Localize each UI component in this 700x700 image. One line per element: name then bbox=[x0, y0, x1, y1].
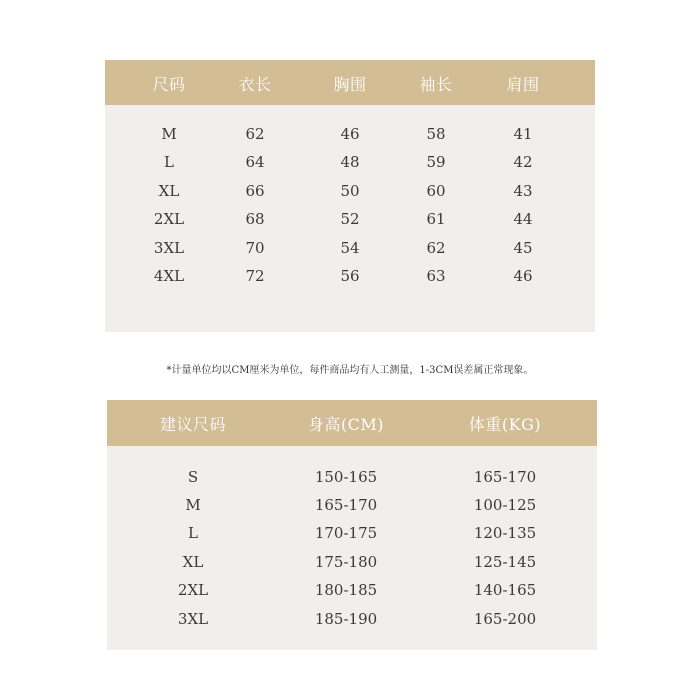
table-row bbox=[105, 239, 595, 259]
table-row bbox=[105, 153, 595, 173]
header-sleeve: 袖长 bbox=[419, 75, 453, 94]
sleeve-cell: 58 bbox=[426, 125, 446, 143]
size-chart-body bbox=[105, 105, 595, 332]
chest-cell: 52 bbox=[340, 210, 360, 228]
header-weight: 体重(KG) bbox=[468, 415, 542, 434]
length-cell: 70 bbox=[245, 239, 265, 257]
chest-cell: 56 bbox=[340, 267, 360, 285]
header-length: 衣长 bbox=[238, 75, 272, 94]
size-cell: 2XL bbox=[153, 210, 185, 228]
table-row bbox=[105, 210, 595, 230]
size-cell: L bbox=[188, 524, 198, 542]
sleeve-cell: 63 bbox=[426, 267, 446, 285]
size-recommendation-table bbox=[107, 400, 597, 650]
shoulder-cell: 42 bbox=[513, 153, 533, 171]
weight-cell: 165-170 bbox=[473, 468, 537, 486]
height-cell: 165-170 bbox=[314, 496, 378, 514]
table-row bbox=[107, 610, 597, 630]
size-chart-header-row bbox=[105, 60, 595, 105]
shoulder-cell: 46 bbox=[513, 267, 533, 285]
table-row bbox=[107, 496, 597, 516]
height-cell: 180-185 bbox=[314, 581, 378, 599]
header-recommended-size: 建议尺码 bbox=[159, 415, 227, 434]
size-cell: 3XL bbox=[177, 610, 209, 628]
recommendation-header-row bbox=[107, 400, 597, 446]
size-cell: XL bbox=[158, 182, 180, 200]
sleeve-cell: 59 bbox=[426, 153, 446, 171]
header-shoulder: 肩围 bbox=[506, 75, 540, 94]
height-cell: 170-175 bbox=[314, 524, 378, 542]
header-height: 身高(CM) bbox=[307, 415, 385, 434]
chest-cell: 54 bbox=[340, 239, 360, 257]
size-cell: S bbox=[187, 468, 199, 486]
height-cell: 175-180 bbox=[314, 553, 378, 571]
sleeve-cell: 61 bbox=[426, 210, 446, 228]
size-cell: M bbox=[161, 125, 177, 143]
table-row bbox=[105, 125, 595, 145]
shoulder-cell: 41 bbox=[513, 125, 533, 143]
shoulder-cell: 45 bbox=[513, 239, 533, 257]
table-row bbox=[107, 468, 597, 488]
table-row bbox=[107, 581, 597, 601]
header-size: 尺码 bbox=[152, 75, 186, 94]
size-cell: L bbox=[164, 153, 174, 171]
size-cell: 4XL bbox=[153, 267, 185, 285]
size-cell: 2XL bbox=[177, 581, 209, 599]
weight-cell: 140-165 bbox=[473, 581, 537, 599]
chest-cell: 50 bbox=[340, 182, 360, 200]
length-cell: 72 bbox=[245, 267, 265, 285]
size-cell: 3XL bbox=[153, 239, 185, 257]
length-cell: 62 bbox=[245, 125, 265, 143]
header-chest: 胸围 bbox=[333, 75, 367, 94]
height-cell: 150-165 bbox=[314, 468, 378, 486]
table-row bbox=[105, 182, 595, 202]
weight-cell: 100-125 bbox=[473, 496, 537, 514]
weight-cell: 120-135 bbox=[473, 524, 537, 542]
weight-cell: 165-200 bbox=[473, 610, 537, 628]
table-row bbox=[105, 267, 595, 287]
shoulder-cell: 43 bbox=[513, 182, 533, 200]
sleeve-cell: 60 bbox=[426, 182, 446, 200]
length-cell: 68 bbox=[245, 210, 265, 228]
measurement-note: *计量单位均以CM厘米为单位，每件商品均有人工测量，1-3CM误差属正常现象。 bbox=[166, 365, 534, 376]
recommendation-body bbox=[107, 446, 597, 650]
length-cell: 66 bbox=[245, 182, 265, 200]
height-cell: 185-190 bbox=[314, 610, 378, 628]
shoulder-cell: 44 bbox=[513, 210, 533, 228]
size-chart-table bbox=[105, 60, 595, 332]
size-cell: XL bbox=[182, 553, 204, 571]
length-cell: 64 bbox=[245, 153, 265, 171]
chest-cell: 48 bbox=[340, 153, 360, 171]
weight-cell: 125-145 bbox=[473, 553, 537, 571]
size-cell: M bbox=[185, 496, 201, 514]
sleeve-cell: 62 bbox=[426, 239, 446, 257]
table-row bbox=[107, 524, 597, 544]
chest-cell: 46 bbox=[340, 125, 360, 143]
table-row bbox=[107, 553, 597, 573]
